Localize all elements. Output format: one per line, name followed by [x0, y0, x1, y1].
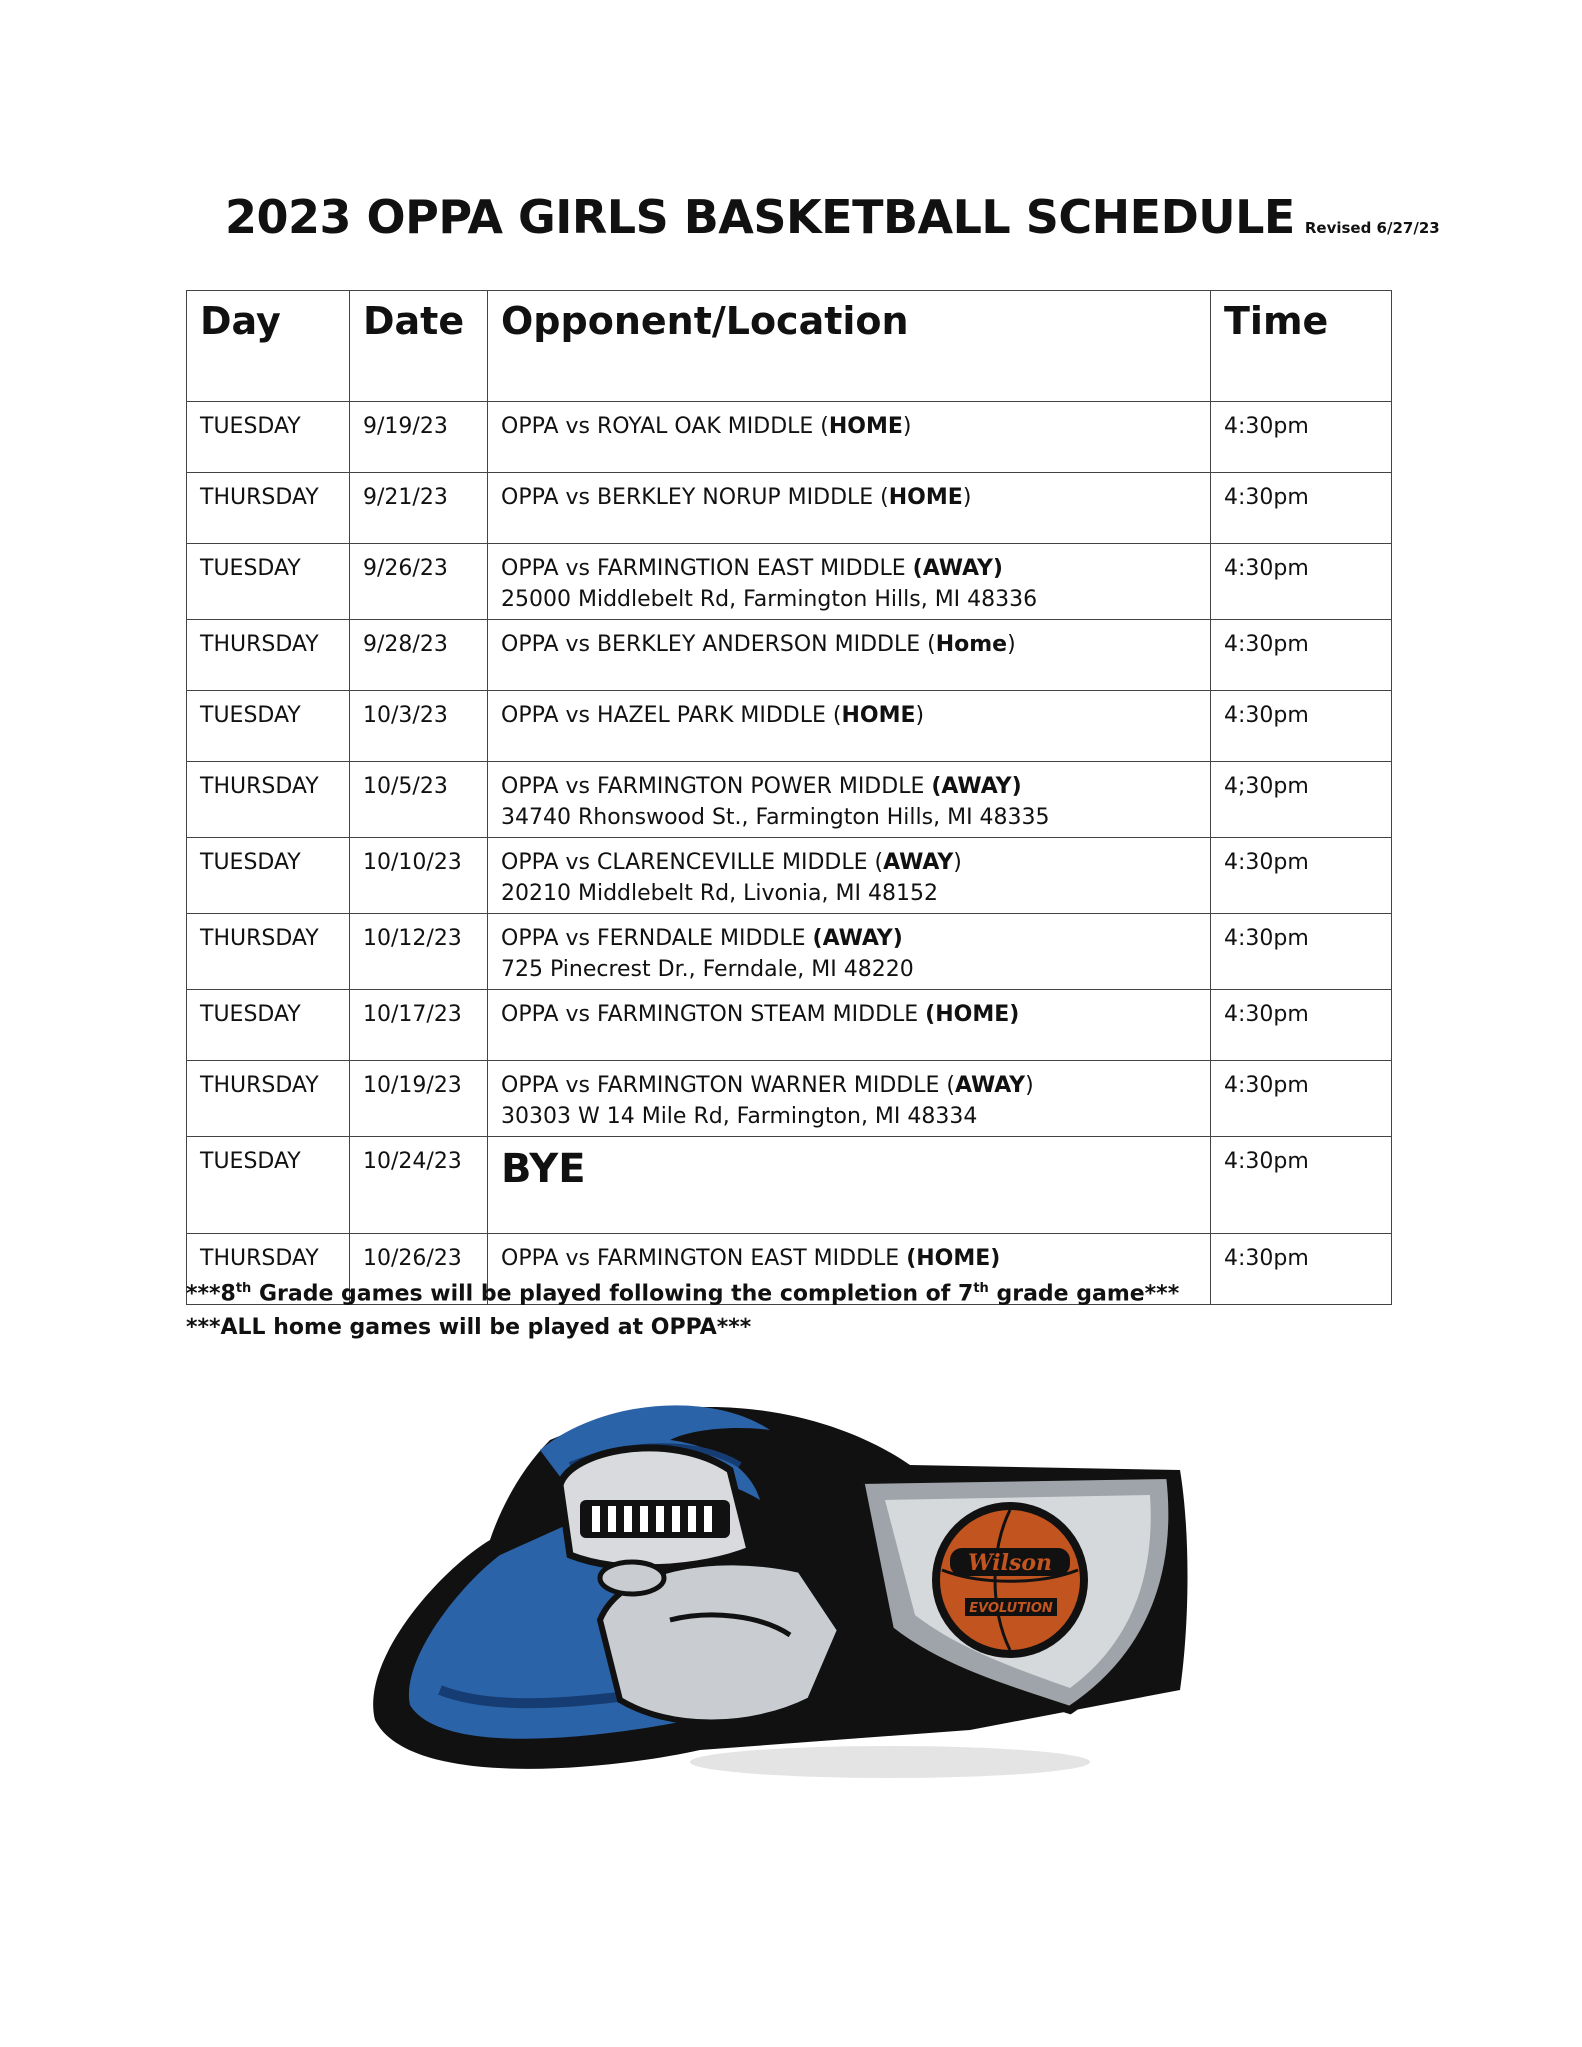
logo-ball-model: EVOLUTION [969, 1601, 1053, 1616]
cell-opponent [488, 762, 1211, 838]
cell-opponent [488, 620, 1211, 691]
table-row [187, 914, 1392, 990]
cell-day: TUESDAY [187, 544, 350, 620]
cell-opponent [488, 402, 1211, 473]
logo-shadow [690, 1746, 1090, 1778]
cell-day: THURSDAY [187, 620, 350, 691]
cell-date: 9/21/23 [350, 473, 488, 544]
opponent-address: 34740 Rhonswood St., Farmington Hills, MI 48335 [501, 805, 1050, 830]
home-away-tag: (AWAY) [812, 926, 903, 951]
cell-opponent [488, 990, 1211, 1061]
cell-opponent [488, 838, 1211, 914]
cell-day: TUESDAY [187, 1137, 350, 1234]
cell-day: TUESDAY [187, 691, 350, 762]
home-away-tag: AWAY [883, 850, 954, 875]
cell-day: THURSDAY [187, 473, 350, 544]
tag-close: ) [915, 703, 925, 728]
opponent-name: OPPA vs HAZEL PARK MIDDLE ( [501, 703, 842, 728]
opponent-name: OPPA vs FARMINGTON STEAM MIDDLE [501, 1002, 926, 1027]
table-row [187, 1061, 1392, 1137]
logo-ball-brand: Wilson [967, 1550, 1053, 1576]
column-header-opponent: Opponent/Location [488, 291, 1211, 402]
cell-opponent [488, 914, 1211, 990]
opponent-name: OPPA vs BERKLEY ANDERSON MIDDLE ( [501, 632, 936, 657]
cell-date: 9/19/23 [350, 402, 488, 473]
cell-day: THURSDAY [187, 1234, 350, 1305]
cell-time: 4:30pm [1211, 402, 1392, 473]
home-away-tag: (HOME) [906, 1246, 1001, 1271]
cell-date: 9/28/23 [350, 620, 488, 691]
cell-day: THURSDAY [187, 914, 350, 990]
cell-time: 4:30pm [1211, 838, 1392, 914]
cell-date: 10/24/23 [350, 1137, 488, 1234]
page-header [225, 190, 1440, 244]
cell-opponent [488, 1061, 1211, 1137]
cell-opponent [488, 473, 1211, 544]
table-row [187, 544, 1392, 620]
tag-close: ) [1025, 1073, 1034, 1098]
cell-time: 4;30pm [1211, 762, 1392, 838]
cell-time: 4:30pm [1211, 1234, 1392, 1305]
home-away-tag: AWAY [954, 1073, 1026, 1098]
note-grade-games: ***8th Grade games will be played following the completion of 7th grade game*** [186, 1281, 1180, 1307]
cell-date: 10/5/23 [350, 762, 488, 838]
schedule-notes [186, 1272, 1179, 1345]
opponent-address: 20210 Middlebelt Rd, Livonia, MI 48152 [501, 881, 938, 906]
cell-date: 10/19/23 [350, 1061, 488, 1137]
cell-time: 4:30pm [1211, 473, 1392, 544]
cell-time: 4:30pm [1211, 914, 1392, 990]
opponent-name: OPPA vs CLARENCEVILLE MIDDLE ( [501, 850, 884, 875]
cell-date: 10/17/23 [350, 990, 488, 1061]
home-away-tag: HOME [841, 703, 916, 728]
cell-day: TUESDAY [187, 838, 350, 914]
tag-close: ) [1007, 632, 1016, 657]
schedule-rows [187, 402, 1392, 1305]
table-row [187, 838, 1392, 914]
note-home-games: ***ALL home games will be played at OPPA*** [186, 1315, 752, 1341]
cell-time: 4:30pm [1211, 1137, 1392, 1234]
tag-close: ) [953, 850, 962, 875]
column-header-time: Time [1211, 291, 1392, 402]
opponent-name: OPPA vs FERNDALE MIDDLE [501, 926, 813, 951]
opponent-name: OPPA vs BERKLEY NORUP MIDDLE ( [501, 485, 889, 510]
home-away-tag: (AWAY) [912, 556, 1003, 581]
cell-time: 4:30pm [1211, 1061, 1392, 1137]
opponent-name: OPPA vs FARMINGTON WARNER MIDDLE ( [501, 1073, 955, 1098]
opponent-address: 25000 Middlebelt Rd, Farmington Hills, MI 48336 [501, 587, 1038, 612]
table-row [187, 402, 1392, 473]
tag-close: ) [902, 414, 912, 439]
page-title: 2023 OPPA GIRLS BASKETBALL SCHEDULE [225, 190, 1295, 244]
column-header-date: Date [350, 291, 488, 402]
table-row [187, 1137, 1392, 1234]
table-row [187, 691, 1392, 762]
cell-date: 10/26/23 [350, 1234, 488, 1305]
cell-day: THURSDAY [187, 1061, 350, 1137]
cell-date: 10/10/23 [350, 838, 488, 914]
opponent-name: OPPA vs FARMINGTON EAST MIDDLE [501, 1246, 907, 1271]
home-away-tag: (AWAY) [931, 774, 1022, 799]
cell-date: 10/12/23 [350, 914, 488, 990]
opponent-name: OPPA vs ROYAL OAK MIDDLE ( [501, 414, 829, 439]
cell-day: TUESDAY [187, 402, 350, 473]
cell-time: 4:30pm [1211, 620, 1392, 691]
tag-close: ) [962, 485, 972, 510]
table-header-row [187, 291, 1392, 402]
opponent-name: OPPA vs FARMINGTION EAST MIDDLE [501, 556, 913, 581]
bye-label: BYE [501, 1146, 586, 1192]
table-row [187, 620, 1392, 691]
cell-time: 4:30pm [1211, 990, 1392, 1061]
knight-mascot-icon [370, 1370, 1210, 1790]
cell-date: 10/3/23 [350, 691, 488, 762]
home-away-tag: HOME [888, 485, 963, 510]
home-away-tag: (HOME) [925, 1002, 1020, 1027]
table-row [187, 990, 1392, 1061]
cell-date: 9/26/23 [350, 544, 488, 620]
column-header-day: Day [187, 291, 350, 402]
cell-day: TUESDAY [187, 990, 350, 1061]
home-away-tag: HOME [828, 414, 903, 439]
opponent-address: 30303 W 14 Mile Rd, Farmington, MI 48334 [501, 1104, 978, 1129]
table-row [187, 473, 1392, 544]
opponent-name: OPPA vs FARMINGTON POWER MIDDLE [501, 774, 932, 799]
cell-time: 4:30pm [1211, 544, 1392, 620]
cell-day: THURSDAY [187, 762, 350, 838]
table-row [187, 762, 1392, 838]
home-away-tag: Home [935, 632, 1008, 657]
cell-opponent [488, 691, 1211, 762]
cell-opponent [488, 1137, 1211, 1234]
cell-opponent [488, 544, 1211, 620]
cell-time: 4:30pm [1211, 691, 1392, 762]
revised-date: Revised 6/27/23 [1304, 219, 1440, 237]
opponent-address: 725 Pinecrest Dr., Ferndale, MI 48220 [501, 957, 914, 982]
schedule-table [186, 290, 1392, 1305]
